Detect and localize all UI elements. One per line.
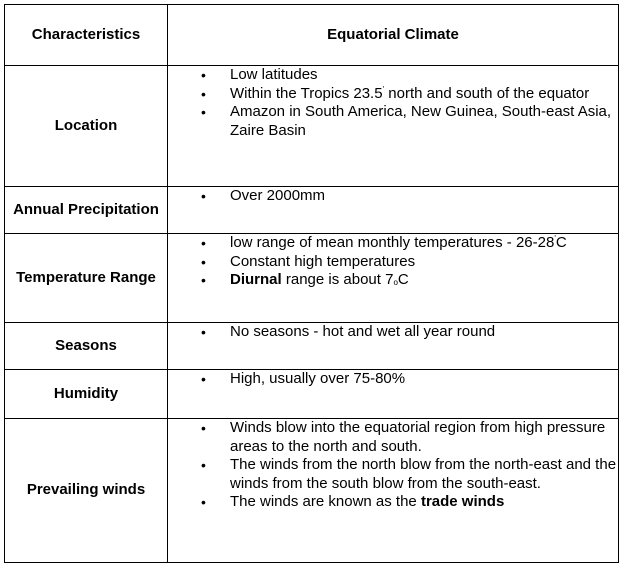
bullet-icon: • bbox=[201, 104, 206, 120]
table-row-temperature-range bbox=[5, 234, 619, 323]
list-item: • The winds from the north blow from the north-east and the winds from the south blow from the south-east. bbox=[201, 456, 617, 492]
bullet-icon: • bbox=[201, 235, 206, 251]
bullet-list bbox=[168, 419, 618, 512]
list-item: • Low latitudes bbox=[201, 66, 318, 83]
list-item: • Over 2000mm bbox=[201, 187, 326, 204]
list-item: • Diurnal range is about 7oC bbox=[201, 271, 409, 288]
row-label-location: Location bbox=[5, 66, 168, 187]
row-label-humidity: Humidity bbox=[5, 370, 168, 419]
list-item: • Amazon in South America, New Guinea, South-east Asia, Zaire Basin bbox=[201, 103, 612, 139]
list-item: • Winds blow into the equatorial region from high pressure areas to the north and south. bbox=[201, 419, 606, 455]
header-equatorial-climate: Equatorial Climate bbox=[168, 5, 619, 66]
row-label-temperature-range: Temperature Range bbox=[5, 234, 168, 323]
bullet-list bbox=[168, 323, 618, 342]
bullet-icon: • bbox=[201, 371, 206, 387]
bullet-icon: • bbox=[201, 85, 206, 102]
bullet-icon: • bbox=[201, 494, 206, 510]
table-row-location bbox=[5, 66, 619, 187]
degree-mark: ' bbox=[554, 234, 556, 243]
bullet-icon: • bbox=[201, 253, 206, 270]
bullet-icon: • bbox=[201, 324, 206, 340]
degree-mark: o bbox=[393, 278, 398, 287]
equatorial-climate-table bbox=[4, 4, 619, 563]
row-value-humidity bbox=[168, 370, 619, 419]
bullet-icon: • bbox=[201, 67, 206, 83]
list-item: • The winds are known as the trade winds bbox=[201, 493, 505, 510]
list-item: • low range of mean monthly temperatures - 26-28'C bbox=[201, 234, 567, 251]
row-value-prevailing-winds bbox=[168, 419, 619, 563]
table-row-seasons bbox=[5, 323, 619, 370]
row-label-prevailing-winds: Prevailing winds bbox=[5, 419, 168, 563]
bullet-list bbox=[168, 187, 618, 206]
degree-mark: ' bbox=[382, 84, 385, 94]
list-item: • Within the Tropics 23.5' north and south of the equator bbox=[201, 84, 590, 102]
bullet-icon: • bbox=[201, 272, 206, 288]
row-value-annual-precipitation bbox=[168, 187, 619, 234]
row-value-location bbox=[168, 66, 619, 187]
header-row bbox=[5, 5, 619, 66]
list-item: • Constant high temperatures bbox=[201, 252, 416, 270]
bullet-icon: • bbox=[201, 457, 206, 473]
table-row-annual-precipitation bbox=[5, 187, 619, 234]
bullet-icon: • bbox=[201, 420, 206, 436]
row-value-seasons bbox=[168, 323, 619, 370]
table-row-humidity bbox=[5, 370, 619, 419]
bullet-list bbox=[168, 66, 618, 140]
row-value-temperature-range bbox=[168, 234, 619, 323]
table-row-prevailing-winds bbox=[5, 419, 619, 563]
list-item: • No seasons - hot and wet all year round bbox=[201, 323, 496, 340]
bullet-list bbox=[168, 234, 618, 290]
bullet-icon: • bbox=[201, 188, 206, 204]
list-item: • High, usually over 75-80% bbox=[201, 370, 406, 387]
bullet-list bbox=[168, 370, 618, 389]
row-label-annual-precipitation: Annual Precipitation bbox=[5, 187, 168, 234]
header-characteristics: Characteristics bbox=[5, 5, 168, 66]
row-label-seasons: Seasons bbox=[5, 323, 168, 370]
